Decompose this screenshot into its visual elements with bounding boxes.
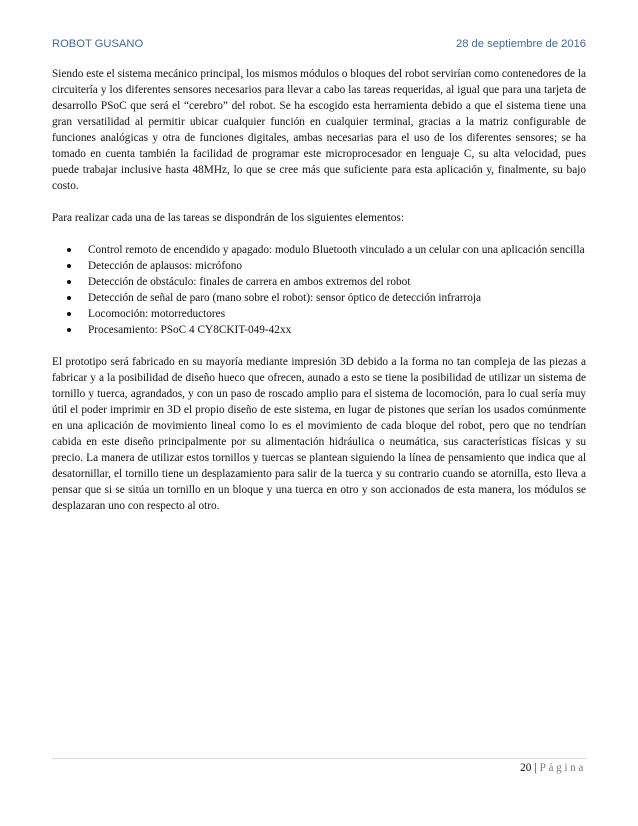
footer-divider [52, 758, 586, 759]
list-item: Locomoción: motorreductores [88, 306, 586, 322]
paragraph-prototype: El prototipo será fabricado en su mayoría mediante impresión 3D debido a la forma no tan compleja de las piezas a fabricar y a la posibilidad de diseño hueco que ofrecen, aunado a esto se tiene la posibilidad de utilizar un sistema de tornillo y tuerca, agrandados, y con un paso de roscado amplio para el sistema de locomoción, para lo cual sería muy útil el poder imprimir en 3D el propio diseño de este sistema, en lugar de pistones que serían los usados comúnmente en una aplicación de movimiento lineal como lo es el movimiento de cada bloque del robot, pero que no tendrían cabida en este diseño principalmente por su alimentación hidráulica o neumática, sus características físicas y su precio. La manera de utilizar estos tornillos y tuercas se plantean siguiendo la línea de pensamiento que indica que al desatornillar, el tornillo tiene un desplazamiento para salir de la tuerca y su contrario cuando se atornilla, esto lleva a pensar que si se sitúa un tornillo en un bloque y una tuerca en otro y son accionados de esta manera, los módulos se desplazaran uno con respecto al otro. [52, 356, 586, 512]
elements-list [52, 242, 586, 338]
list-item: Detección de obstáculo: finales de carrera en ambos extremos del robot [88, 274, 586, 290]
document-date: 28 de septiembre de 2016 [456, 38, 586, 50]
list-item: Procesamiento: PSoC 4 CY8CKIT-049-42xx [88, 322, 586, 338]
document-title: ROBOT GUSANO [52, 38, 144, 50]
page-footer [52, 762, 586, 774]
page-word: Página [539, 762, 586, 774]
footer-separator: | [534, 762, 537, 774]
page-number: 20 [520, 762, 532, 774]
document-body [52, 66, 586, 530]
paragraph-psoc: Siendo este el sistema mecánico principal, los mismos módulos o bloques del robot servirían como contenedores de la circuitería y los diferentes sensores necesarios para llevar a cabo las tareas requeridas, al igual que para una tarjeta de desarrollo PSoC que será el “cerebro” del robot. Se ha escogido esta herramienta debido a que el sistema tiene una gran versatilidad al permitir ubicar cualquier función en cualquier terminal, gracias a la matriz configurable de funciones analógicas y otra de funciones digitales, ambas necesarias para el uso de los diferentes sensores; se ha tomado en cuenta también la facilidad de programar este microprocesador en lenguaje C, su alta velocidad, pues puede trabajar inclusive hasta 48MHz, lo que se cree más que suficiente para esta aplicación y, finalmente, su bajo costo. [52, 68, 586, 192]
paragraph-elements-intro: Para realizar cada una de las tareas se dispondrán de los siguientes elementos: [52, 212, 404, 224]
list-item: Control remoto de encendido y apagado: modulo Bluetooth vinculado a un celular con una aplicación sencilla [88, 244, 585, 256]
list-item: Detección de señal de paro (mano sobre el robot): sensor óptico de detección infrarroja [88, 290, 586, 306]
page-header [52, 38, 586, 50]
list-item: Detección de aplausos: micrófono [88, 258, 586, 274]
